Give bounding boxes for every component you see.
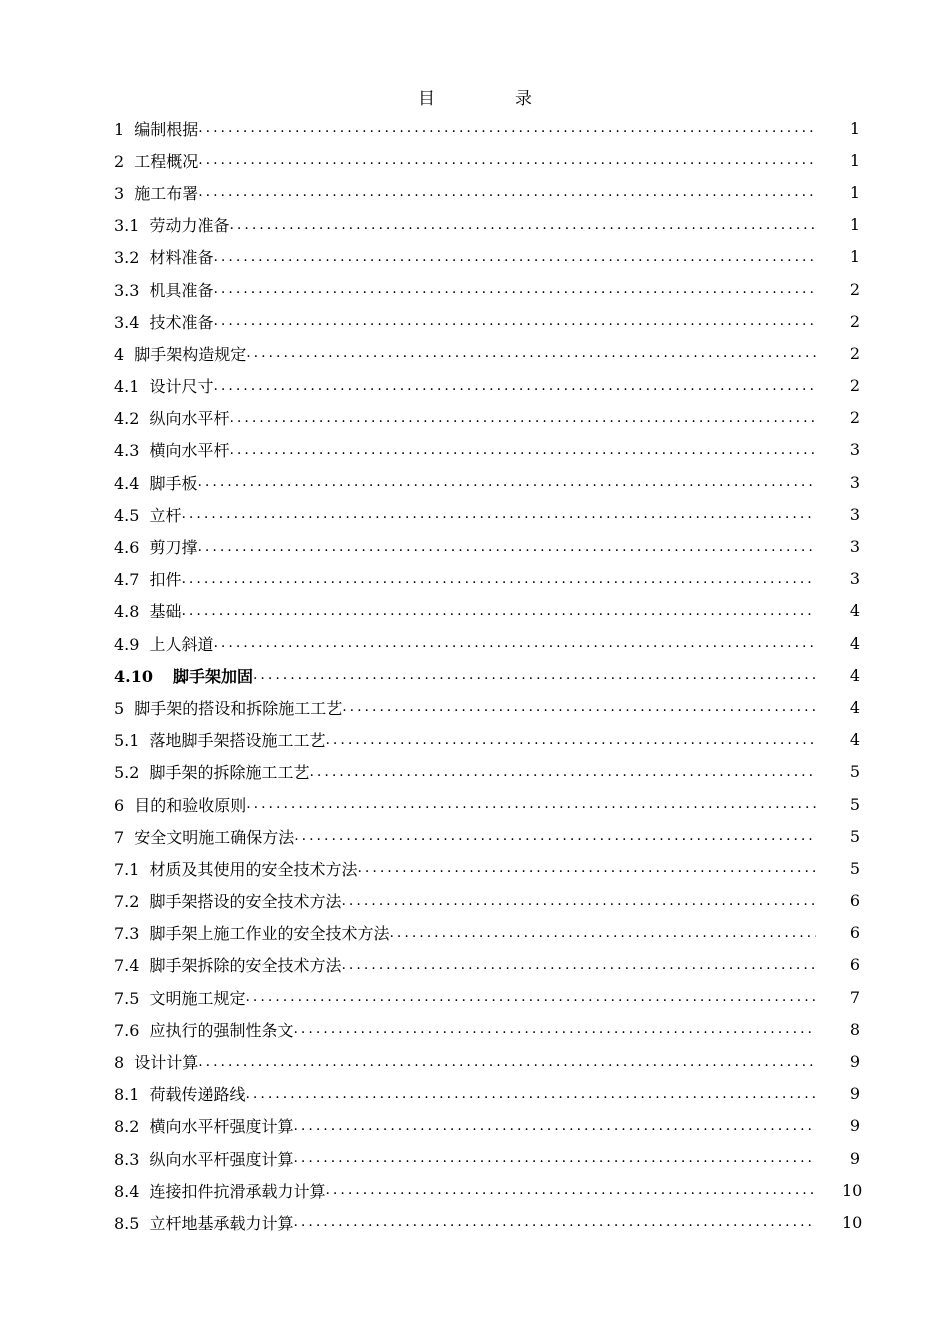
toc-entry-text: 上人斜道 [149,634,214,654]
toc-entry-label [114,245,213,268]
toc-entry[interactable] [114,144,860,176]
toc-title-char-1: 目 [418,89,435,109]
toc-leader-dots [325,1183,816,1197]
toc-entry-number: 4.9 [114,634,140,654]
toc-entry[interactable] [114,466,860,498]
table-of-contents [114,112,863,1239]
toc-entry-text: 安全文明施工确保方法 [134,827,295,847]
toc-entry-text: 脚手架的搭设和拆除施工工艺 [134,698,343,718]
toc-entry-text: 设计尺寸 [149,377,214,397]
toc-entry-label [114,1211,293,1234]
toc-entry[interactable] [114,273,860,305]
toc-entry-number: 7.2 [114,892,140,912]
toc-entry[interactable] [114,659,860,691]
toc-entry-text: 荷载传递路线 [149,1085,246,1105]
toc-entry[interactable] [114,112,860,144]
toc-entry-text: 脚手架的拆除施工工艺 [149,763,310,783]
toc-entry-page: 3 [849,504,860,524]
toc-leader-dots [293,1119,816,1133]
toc-entry-number: 3.3 [114,280,140,300]
toc-entry[interactable] [114,820,860,852]
toc-entry-text: 文明施工规定 [149,988,246,1008]
toc-entry[interactable] [114,981,860,1013]
toc-entry[interactable] [114,1045,860,1077]
toc-entry[interactable] [114,498,860,530]
toc-entry-number: 2 [114,151,125,171]
toc-entry-text: 应执行的强制性条文 [149,1020,294,1040]
toc-entry-page: 1 [849,215,860,235]
toc-entry-number: 4.4 [114,473,140,493]
toc-entry-number: 8.3 [114,1149,140,1169]
toc-entry-label [114,986,245,1009]
toc-entry-page: 1 [849,247,860,267]
toc-entry-number: 7.3 [114,924,140,944]
toc-leader-dots [213,250,816,264]
toc-entry-text: 设计计算 [134,1053,199,1073]
toc-entry-label [114,1114,293,1137]
toc-leader-dots [246,797,816,811]
toc-entry[interactable] [114,1174,863,1206]
toc-entry-page: 2 [849,376,860,396]
toc-entry-page: 2 [849,343,860,363]
toc-leader-dots [325,733,816,747]
toc-leader-dots [245,990,816,1004]
toc-entry-page: 5 [849,826,860,846]
toc-entry-text: 落地脚手架搭设施工工艺 [149,731,326,751]
toc-entry-page: 9 [849,1148,860,1168]
toc-leader-dots [253,668,816,682]
toc-entry-page: 6 [849,891,860,911]
toc-entry-number: 8.1 [114,1085,140,1105]
toc-entry[interactable] [114,563,860,595]
toc-leader-dots [213,379,816,393]
toc-entry-label [114,374,213,397]
toc-entry-text: 基础 [149,602,182,622]
toc-entry-page: 8 [849,1019,860,1039]
toc-entry-number: 3.1 [114,216,140,236]
toc-entry-page: 4 [849,697,860,717]
toc-leader-dots [293,1151,816,1165]
toc-leader-dots [341,894,816,908]
toc-entry[interactable] [114,1078,860,1110]
toc-entry[interactable] [114,209,860,241]
toc-entry-page: 3 [849,440,860,460]
toc-leader-dots [181,604,816,618]
toc-entry[interactable] [114,627,860,659]
toc-entry-label [114,278,213,301]
toc-leader-dots [213,282,816,296]
toc-entry[interactable] [114,530,860,562]
toc-entry-text: 脚手架搭设的安全技术方法 [149,892,342,912]
toc-entry-page: 2 [849,408,860,428]
toc-entry-number: 1 [114,119,125,139]
toc-leader-dots [198,185,816,199]
toc-entry-label [114,1179,325,1202]
toc-entry-number: 4.1 [114,377,140,397]
toc-entry-text: 连接扣件抗滑承载力计算 [149,1181,326,1201]
toc-leader-dots [357,861,816,875]
toc-entry-number: 8.5 [114,1213,140,1233]
toc-entry-label [114,1147,293,1170]
toc-entry-page: 10 [842,1212,863,1232]
toc-entry-label [114,921,389,944]
toc-entry-label [114,728,325,751]
toc-entry-text: 脚手架拆除的安全技术方法 [149,956,342,976]
toc-entry-number: 4.5 [114,505,140,525]
toc-entry-page: 7 [849,987,860,1007]
toc-entry-label [114,503,181,526]
toc-entry-page: 6 [849,955,860,975]
toc-leader-dots [293,1022,816,1036]
toc-entry-label [114,567,181,590]
toc-entry-number: 5 [114,698,125,718]
toc-entry-page: 1 [849,150,860,170]
toc-entry-number: 4.8 [114,602,140,622]
toc-leader-dots [181,507,816,521]
toc-leader-dots [342,700,816,714]
toc-entry-label [114,696,342,719]
toc-leader-dots [197,475,816,489]
toc-entry-label [114,342,246,365]
toc-entry-label [114,1082,245,1105]
toc-entry-page: 10 [842,1180,863,1200]
toc-entry[interactable] [114,370,860,402]
toc-entry-text: 劳动力准备 [149,216,230,236]
toc-entry-label [114,438,229,461]
toc-entry-number: 4.7 [114,570,140,590]
toc-entry-text: 立杆地基承载力计算 [149,1213,294,1233]
toc-entry-label [114,760,309,783]
toc-entry-label [114,406,229,429]
toc-entry-label [114,310,213,333]
toc-entry-page: 9 [849,1052,860,1072]
toc-entry-number: 3 [114,183,125,203]
toc-entry[interactable] [114,1206,863,1238]
toc-entry-page: 9 [849,1084,860,1104]
toc-leader-dots [198,121,816,135]
toc-entry-page: 1 [849,118,860,138]
toc-entry[interactable] [114,1142,860,1174]
toc-leader-dots [198,153,816,167]
toc-entry-page: 4 [849,730,860,750]
toc-entry[interactable] [114,595,860,627]
toc-title-char-2: 录 [515,89,532,109]
toc-entry[interactable] [114,337,860,369]
toc-leader-dots [213,314,816,328]
toc-entry-text: 材料准备 [149,248,214,268]
toc-leader-dots [213,636,816,650]
toc-leader-dots [389,926,816,940]
toc-entry-page: 4 [849,665,860,685]
toc-entry-number: 6 [114,795,125,815]
toc-entry-text: 脚手架上施工作业的安全技术方法 [149,924,390,944]
toc-entry-text: 机具准备 [149,280,214,300]
toc-entry-number: 4.10 [114,666,153,686]
toc-leader-dots [245,1087,816,1101]
toc-entry-text: 脚手板 [149,473,198,493]
toc-leader-dots [197,540,816,554]
toc-entry-label [114,953,341,976]
toc-entry-number: 3.4 [114,312,140,332]
toc-leader-dots [309,765,816,779]
toc-entry-label [114,793,246,816]
toc-entry-number: 5.1 [114,731,140,751]
toc-entry-label [114,471,197,494]
toc-entry[interactable] [114,691,860,723]
toc-entry-text: 脚手架加固 [172,666,253,686]
toc-entry-number: 7.5 [114,988,140,1008]
toc-entry-page: 4 [849,633,860,653]
toc-entry-text: 纵向水平杆 [149,409,230,429]
toc-entry-number: 4.6 [114,538,140,558]
toc-entry[interactable] [114,241,860,273]
toc-entry-number: 8 [114,1053,125,1073]
toc-entry-number: 7.6 [114,1020,140,1040]
toc-entry-text: 施工布署 [134,183,199,203]
toc-entry[interactable] [114,434,860,466]
toc-entry-number: 4 [114,344,125,364]
toc-entry-page: 2 [849,311,860,331]
toc-entry-label [114,1050,198,1073]
toc-entry[interactable] [114,885,860,917]
toc-entry-label [114,664,253,687]
toc-entry[interactable] [114,788,860,820]
toc-entry-page: 1 [849,182,860,202]
toc-entry-text: 立杆 [149,505,182,525]
toc-leader-dots [229,443,816,457]
toc-entry-text: 技术准备 [149,312,214,332]
toc-entry[interactable] [114,402,860,434]
toc-entry-label [114,181,198,204]
toc-leader-dots [341,958,816,972]
toc-entry-page: 4 [849,601,860,621]
toc-entry-page: 5 [849,794,860,814]
toc-entry-label [114,889,341,912]
toc-entry-text: 横向水平杆 [149,441,230,461]
toc-entry-number: 3.2 [114,248,140,268]
toc-entry-text: 工程概况 [134,151,199,171]
toc-entry-page: 6 [849,923,860,943]
toc-entry-text: 脚手架构造规定 [134,344,247,364]
toc-entry-number: 4.3 [114,441,140,461]
toc-entry-page: 5 [849,762,860,782]
toc-entry-label [114,117,198,140]
toc-entry-page: 5 [849,858,860,878]
toc-leader-dots [181,572,816,586]
toc-entry[interactable] [114,724,860,756]
toc-entry-text: 编制根据 [134,119,199,139]
toc-entry-label [114,149,198,172]
toc-entry-page: 3 [849,537,860,557]
toc-entry-number: 8.4 [114,1181,140,1201]
toc-entry-page: 9 [849,1116,860,1136]
toc-entry-number: 7.1 [114,859,140,879]
toc-entry-page: 3 [849,472,860,492]
toc-entry-label [114,825,294,848]
toc-entry[interactable] [114,852,860,884]
toc-entry-number: 8.2 [114,1117,140,1137]
toc-entry-text: 剪刀撑 [149,538,198,558]
toc-entry-label [114,1018,293,1041]
toc-entry-text: 材质及其使用的安全技术方法 [149,859,358,879]
toc-entry[interactable] [114,917,860,949]
toc-entry-text: 扣件 [149,570,182,590]
toc-entry-number: 7.4 [114,956,140,976]
toc-leader-dots [198,1055,816,1069]
toc-entry-text: 目的和验收原则 [134,795,247,815]
toc-leader-dots [294,829,816,843]
toc-leader-dots [229,218,816,232]
toc-leader-dots [246,346,816,360]
toc-entry[interactable] [114,756,860,788]
toc-entry-number: 5.2 [114,763,140,783]
toc-entry[interactable] [114,176,860,208]
toc-title [0,84,950,109]
toc-entry-page: 3 [849,569,860,589]
toc-entry-text: 纵向水平杆强度计算 [149,1149,294,1169]
toc-entry-number: 4.2 [114,409,140,429]
toc-entry-label [114,857,357,880]
toc-entry-text: 横向水平杆强度计算 [149,1117,294,1137]
toc-entry[interactable] [114,305,860,337]
toc-entry[interactable] [114,1013,860,1045]
toc-entry[interactable] [114,949,860,981]
toc-entry-label [114,535,197,558]
toc-leader-dots [293,1215,816,1229]
toc-entry[interactable] [114,1110,860,1142]
toc-entry-label [114,632,213,655]
toc-entry-number: 7 [114,827,125,847]
toc-entry-label [114,599,181,622]
toc-entry-label [114,213,229,236]
toc-entry-page: 2 [849,279,860,299]
toc-leader-dots [229,411,816,425]
